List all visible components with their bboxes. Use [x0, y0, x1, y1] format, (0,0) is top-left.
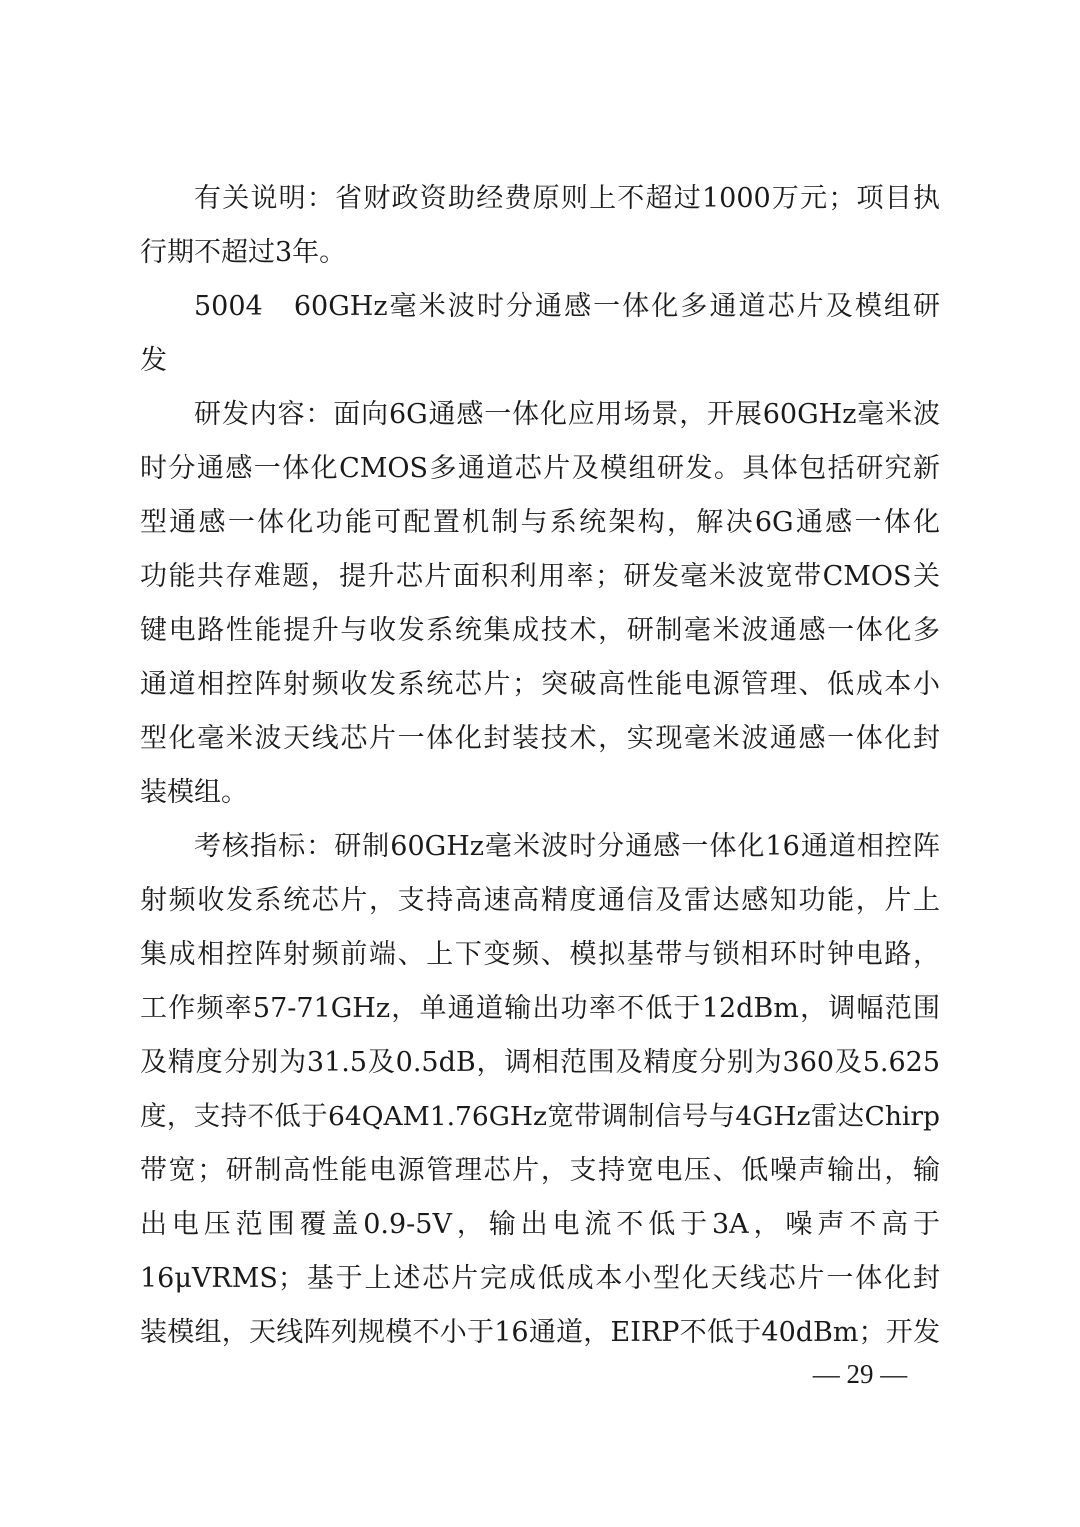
research-content-line-2: 时分通感一体化CMOS多通道芯片及模组研发。具体包括研究新 — [140, 453, 940, 484]
page-number: — 29 — — [812, 1359, 908, 1389]
assessment-line-3: 集成相控阵射频前端、上下变频、模拟基带与锁相环时钟电路， — [140, 939, 940, 970]
research-content-line-1: 研发内容：面向6G通感一体化应用场景，开展60GHz毫米波 — [194, 399, 940, 430]
assessment-line-4: 工作频率57-71GHz，单通道输出功率不低于12dBm，调幅范围 — [140, 993, 940, 1024]
project-title-line-2: 发 — [140, 345, 167, 376]
assessment-line-6: 度，支持不低于64QAM1.76GHz宽带调制信号与4GHz雷达Chirp — [140, 1101, 940, 1132]
assessment-line-2: 射频收发系统芯片，支持高速高精度通信及雷达感知功能，片上 — [140, 885, 940, 916]
research-content-line-4: 功能共存难题，提升芯片面积利用率；研发毫米波宽带CMOS关 — [140, 561, 940, 592]
assessment-line-1: 考核指标：研制60GHz毫米波时分通感一体化16通道相控阵 — [194, 831, 940, 862]
assessment-line-5: 及精度分别为31.5及0.5dB，调相范围及精度分别为360及5.625 — [140, 1047, 940, 1078]
text-line-2: 行期不超过3年。 — [140, 237, 347, 268]
project-title-line-1: 5004 60GHz毫米波时分通感一体化多通道芯片及模组研 — [194, 291, 940, 322]
assessment-line-9: 16μVRMS；基于上述芯片完成低成本小型化天线芯片一体化封 — [140, 1263, 940, 1294]
research-content-line-3: 型通感一体化功能可配置机制与系统架构，解决6G通感一体化 — [140, 507, 940, 538]
research-content-line-7: 型化毫米波天线芯片一体化封装技术，实现毫米波通感一体化封 — [140, 723, 940, 754]
research-content-line-5: 键电路性能提升与收发系统集成技术，研制毫米波通感一体化多 — [140, 615, 940, 646]
assessment-line-7: 带宽；研制高性能电源管理芯片，支持宽电压、低噪声输出，输 — [140, 1155, 940, 1186]
assessment-line-8: 出电压范围覆盖0.9-5V，输出电流不低于3A，噪声不高于 — [140, 1209, 940, 1240]
research-content-line-6: 通道相控阵射频收发系统芯片；突破高性能电源管理、低成本小 — [140, 669, 940, 700]
research-content-line-8: 装模组。 — [140, 777, 248, 808]
assessment-line-10: 装模组，天线阵列规模不小于16通道，EIRP不低于40dBm；开发 — [140, 1317, 940, 1348]
text-line-1: 有关说明：省财政资助经费原则上不超过1000万元；项目执 — [194, 183, 940, 214]
